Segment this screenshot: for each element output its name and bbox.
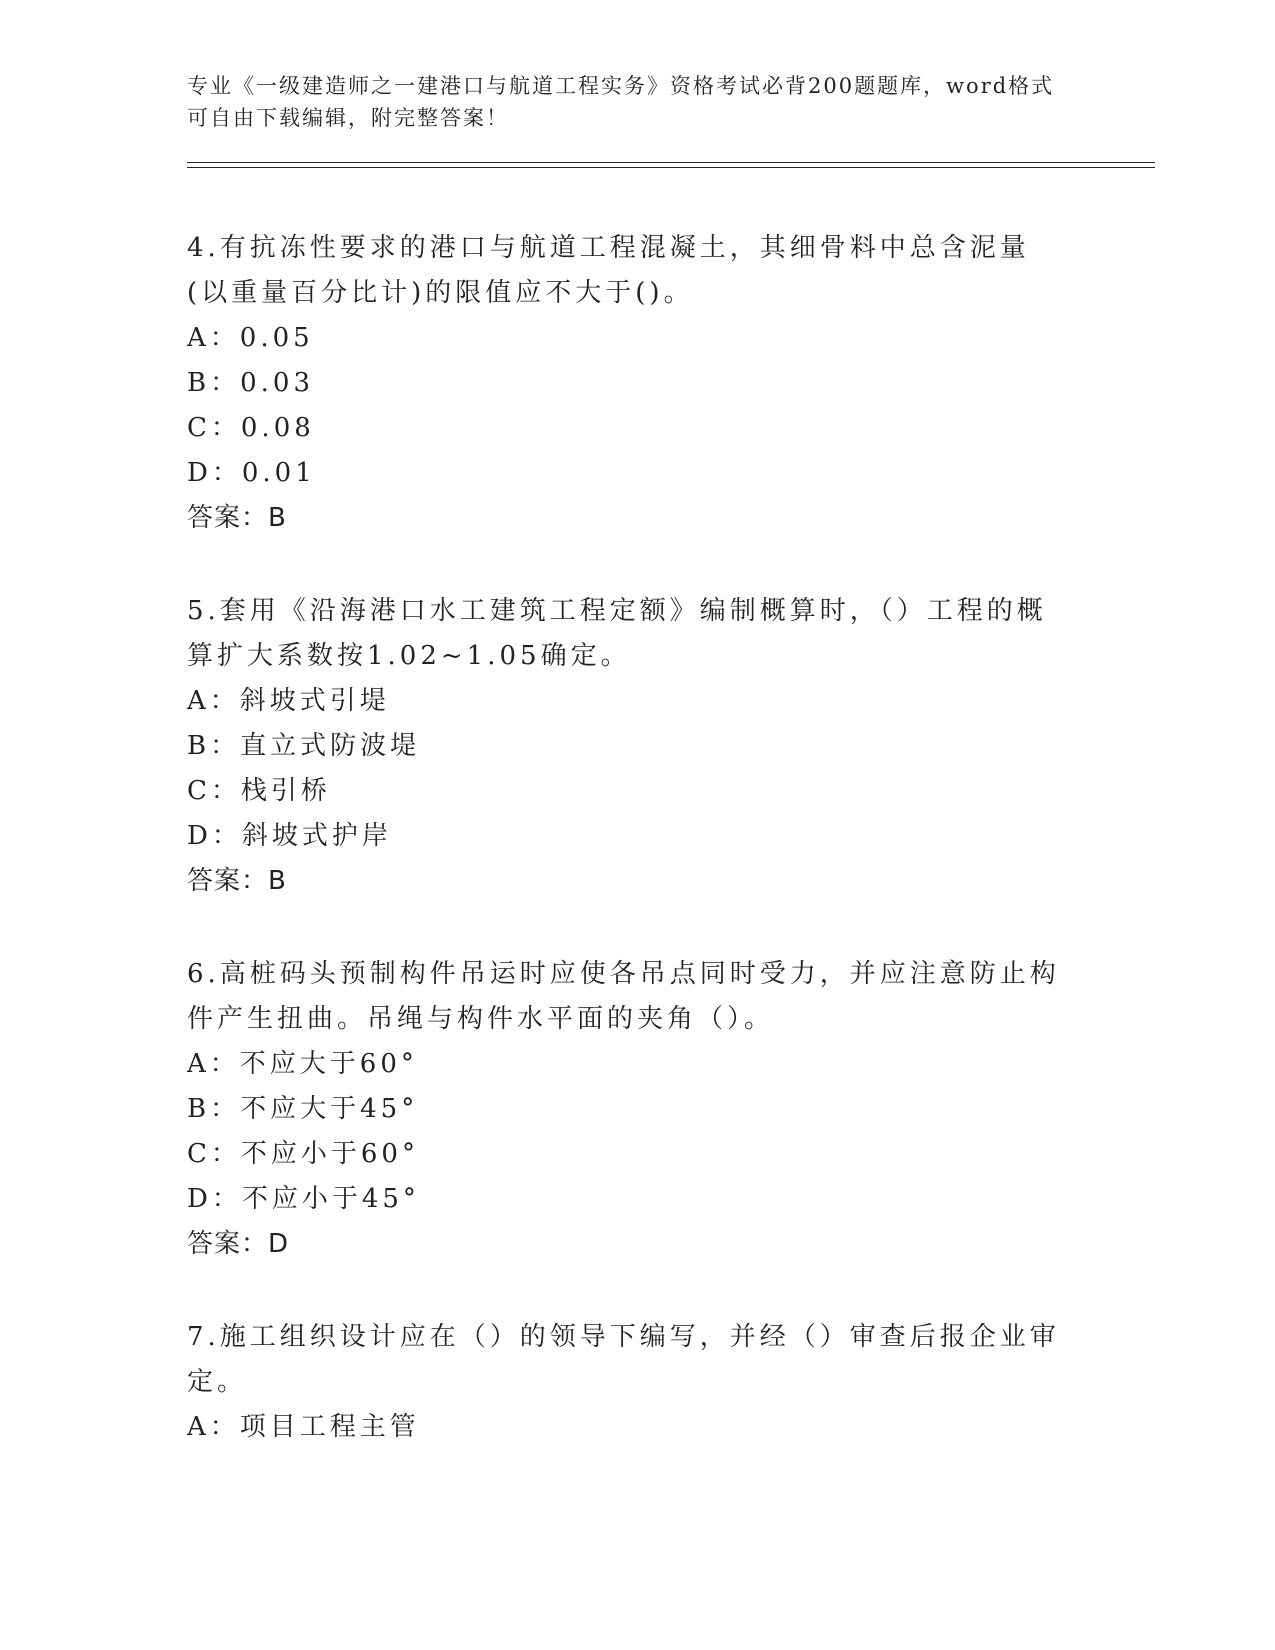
option-list (187, 1405, 1147, 1450)
option-b: B：不应大于45° (187, 1094, 419, 1124)
answer-line: 答案：B (187, 866, 287, 896)
option-b: B：直立式防波堤 (187, 731, 421, 761)
document-intro: 专业《一级建造师之一建港口与航道工程实务》资格考试必背200题题库，word格式可自由下载编辑，附完整答案！ (187, 74, 1055, 130)
question-list (187, 226, 1147, 1450)
option-list (187, 316, 1147, 496)
question-stem: 7.施工组织设计应在（）的领导下编写，并经（）审查后报企业审定。 (187, 1322, 1060, 1397)
option-c: C：栈引桥 (187, 776, 331, 806)
option-d: D：斜坡式护岸 (187, 821, 392, 851)
option-d: D：0.01 (187, 458, 316, 488)
option-list (187, 1042, 1147, 1222)
question-5 (187, 589, 1147, 904)
question-stem: 4.有抗冻性要求的港口与航道工程混凝土，其细骨料中总含泥量(以重量百分比计)的限值应不大于()。 (187, 233, 1030, 308)
option-list (187, 679, 1147, 859)
header-double-rule (187, 162, 1155, 168)
answer-line: 答案：D (187, 1229, 290, 1259)
option-c: C：0.08 (187, 413, 315, 443)
document-page (187, 70, 1147, 1498)
option-c: C：不应小于60° (187, 1139, 419, 1169)
answer-line: 答案：B (187, 503, 287, 533)
rule-line-top (187, 162, 1155, 163)
question-stem: 6.高桩码头预制构件吊运时应使各吊点同时受力，并应注意防止构件产生扭曲。吊绳与构件水平面的夹角（）。 (187, 959, 1060, 1034)
option-a: A：项目工程主管 (187, 1412, 420, 1442)
option-a: A：斜坡式引堤 (187, 686, 390, 716)
option-b: B：0.03 (187, 368, 314, 398)
option-a: A：0.05 (187, 323, 314, 353)
question-stem: 5.套用《沿海港口水工建筑工程定额》编制概算时，（）工程的概算扩大系数按1.02~1.05确定。 (187, 596, 1047, 671)
question-6 (187, 952, 1147, 1267)
question-4 (187, 226, 1147, 541)
option-d: D：不应小于45° (187, 1184, 420, 1214)
option-a: A：不应大于60° (187, 1049, 418, 1079)
question-7 (187, 1315, 1147, 1450)
rule-line-bottom (187, 167, 1155, 168)
